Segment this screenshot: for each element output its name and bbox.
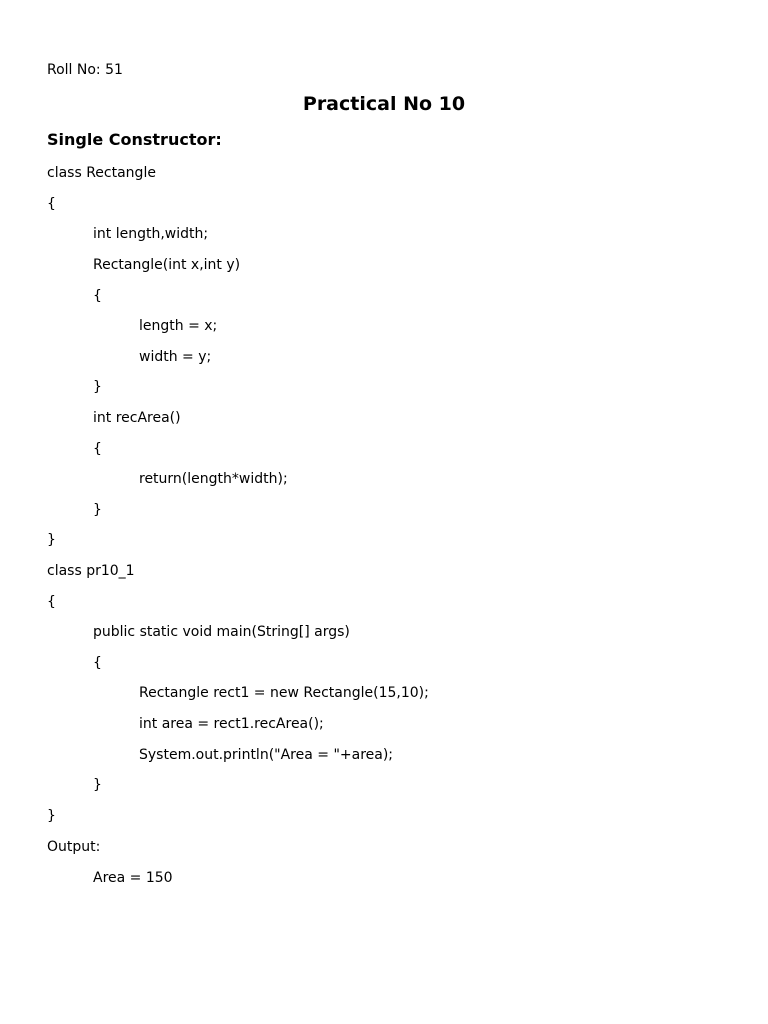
code-line: Rectangle(int x,int y): [93, 257, 241, 273]
page-title: Practical No 10: [302, 93, 466, 115]
code-line: {: [93, 288, 102, 304]
code-line: }: [93, 502, 102, 518]
code-line: }: [93, 379, 102, 395]
code-line: return(length*width);: [139, 471, 288, 487]
section-heading: Single Constructor:: [47, 130, 222, 149]
code-line: Rectangle rect1 = new Rectangle(15,10);: [139, 685, 429, 701]
output-label: Output:: [47, 839, 101, 855]
code-line: width = y;: [139, 349, 212, 365]
code-line: {: [93, 655, 102, 671]
code-line: }: [93, 777, 102, 793]
code-line: System.out.println("Area = "+area);: [139, 747, 394, 763]
code-line: int recArea(): [93, 410, 181, 426]
code-line: class Rectangle: [47, 165, 156, 181]
code-line: int area = rect1.recArea();: [139, 716, 324, 732]
code-line: {: [47, 594, 56, 610]
code-line: {: [93, 441, 102, 457]
roll-number: Roll No: 51: [47, 62, 123, 78]
output-value: Area = 150: [93, 870, 173, 886]
code-line: public static void main(String[] args): [93, 624, 350, 640]
code-line: }: [47, 532, 56, 548]
code-line: {: [47, 196, 56, 212]
code-line: length = x;: [139, 318, 218, 334]
code-line: int length,width;: [93, 226, 209, 242]
code-line: class pr10_1: [47, 563, 135, 579]
code-line: }: [47, 808, 56, 824]
